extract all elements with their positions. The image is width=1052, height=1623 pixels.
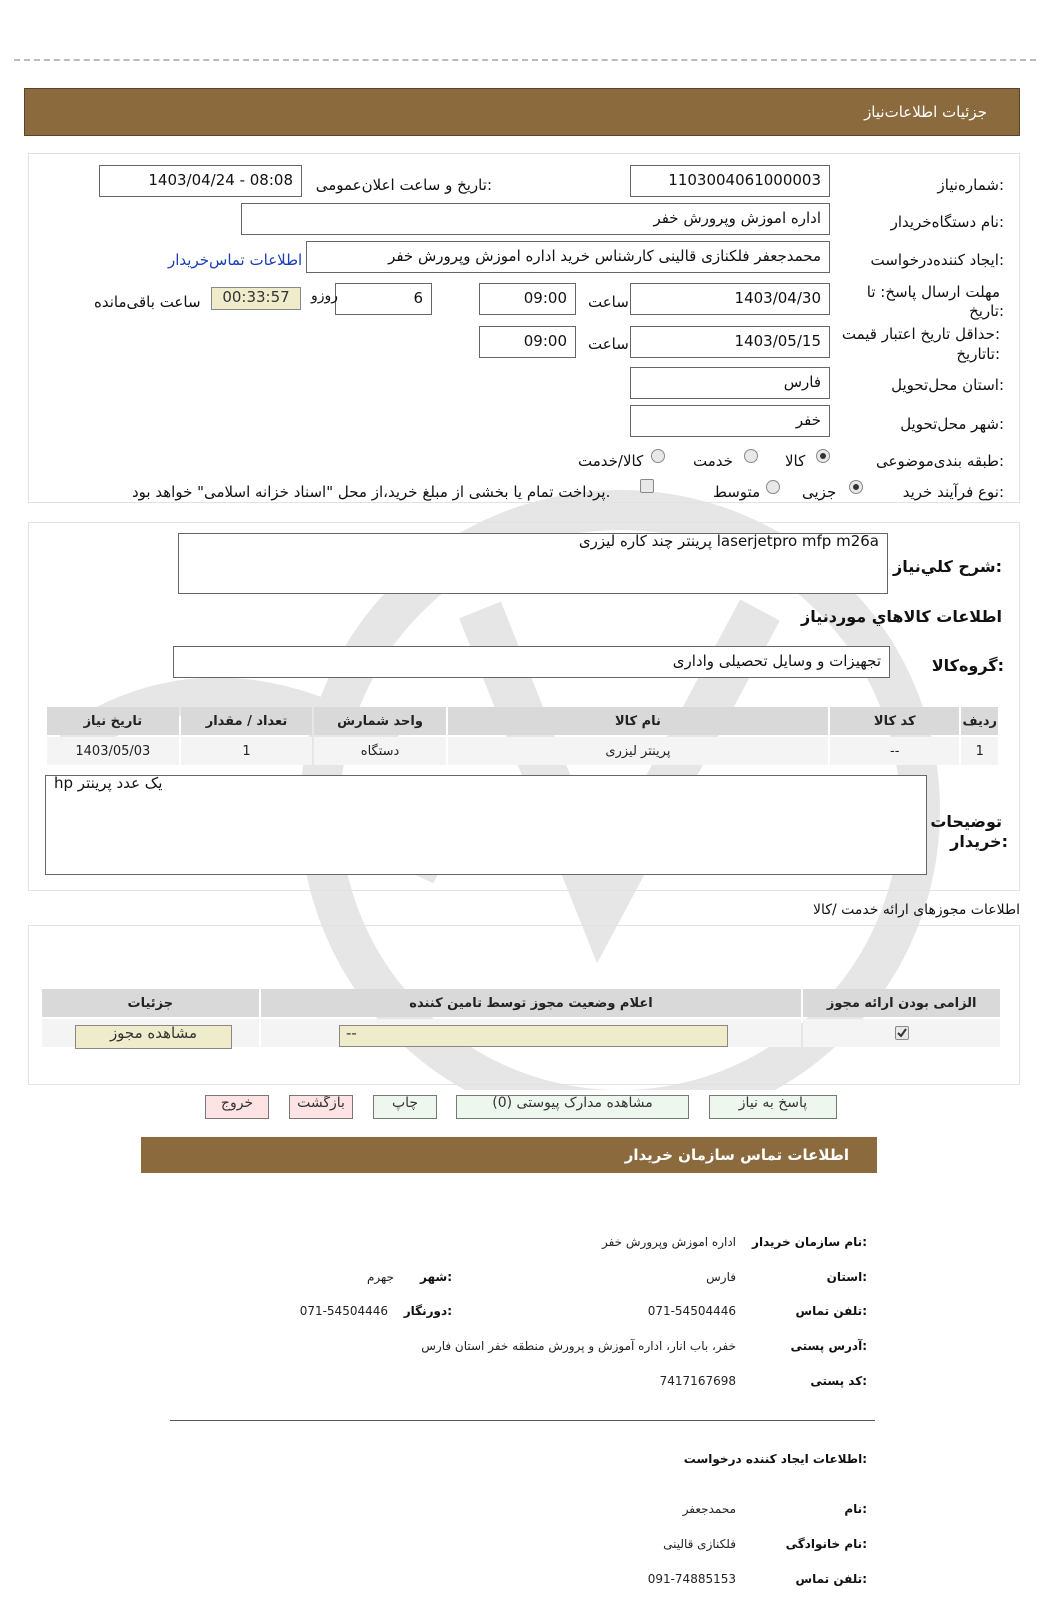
creator-label: ایجاد کننده‌درخواست: bbox=[870, 251, 1004, 269]
contact-section-header bbox=[141, 1137, 877, 1173]
exit-button[interactable]: خروج bbox=[205, 1095, 269, 1119]
validity-label: حداقل تاریخ اعتبار قیمت: bbox=[841, 325, 1000, 343]
goods-group-label: گروه‌کالا: bbox=[931, 656, 1004, 675]
page-title: جزئیات اطلاعات‌نیاز bbox=[864, 103, 987, 121]
province-field: فارس bbox=[630, 367, 830, 399]
buyer-org-field: اداره اموزش وپرورش خفر bbox=[241, 203, 830, 235]
process-radio-medium[interactable] bbox=[766, 480, 780, 494]
permit-required-checkbox bbox=[895, 1026, 909, 1040]
validity-time-field: 09:00 bbox=[479, 326, 576, 358]
attachments-button[interactable]: مشاهده مدارک پیوستی (0) bbox=[456, 1095, 689, 1119]
col-name: نام کالا bbox=[448, 707, 828, 735]
contact-org: اداره اموزش وپرورش خفر bbox=[601, 1235, 736, 1249]
announce-field: 1403/04/24 - 08:08 bbox=[99, 165, 302, 197]
creator-phone: 091-74885153 bbox=[647, 1572, 736, 1586]
contact-org-label: نام سازمان خریدار: bbox=[752, 1235, 867, 1249]
buyer-notes-label-2: خریدار: bbox=[950, 832, 1008, 851]
contact-postal: 7417167698 bbox=[659, 1374, 736, 1388]
cell-row: 1 bbox=[961, 737, 998, 765]
contact-city-label: شهر: bbox=[420, 1270, 452, 1284]
category-option-goods: کالا bbox=[785, 452, 806, 470]
view-permit-button[interactable]: مشاهده مجوز bbox=[75, 1025, 232, 1049]
creator-phone-label: تلفن تماس: bbox=[795, 1572, 867, 1586]
description-label: شرح کلي‌نیاز: bbox=[893, 557, 1002, 576]
description-field: پرینتر چند کاره لیزری laserjetpro mfp m26a bbox=[178, 533, 888, 594]
days-field: 6 bbox=[335, 283, 432, 315]
contact-city: جهرم bbox=[367, 1270, 394, 1284]
contact-fax-label: دورنگار: bbox=[403, 1304, 452, 1318]
category-label: طبقه بندی‌موضوعی: bbox=[876, 452, 1004, 470]
col-permit-required: الزامی بودن ارائه مجوز bbox=[803, 989, 1000, 1017]
city-label: شهر محل‌تحویل: bbox=[900, 415, 1004, 433]
cell-unit: دستگاه bbox=[314, 737, 446, 765]
col-code: کد کالا bbox=[830, 707, 959, 735]
days-label: روزو bbox=[311, 288, 339, 304]
contact-province: فارس bbox=[706, 1270, 736, 1284]
creator-name-label: نام: bbox=[844, 1502, 867, 1516]
col-date: تاریخ نیاز bbox=[47, 707, 179, 735]
creator-field: محمدجعفر فلکنازی قالینی کارشناس خرید اداره اموزش وپرورش خفر bbox=[306, 241, 830, 273]
deadline-label-2: تاریخ: bbox=[969, 302, 1004, 320]
table-row bbox=[47, 737, 998, 765]
category-radio-service[interactable] bbox=[744, 449, 758, 463]
need-number-label: شماره‌نیاز: bbox=[937, 176, 1004, 194]
buyer-notes-field: hp یک عدد پرینتر bbox=[45, 775, 927, 875]
validity-time-label: ساعت bbox=[588, 335, 629, 353]
deadline-time-field: 09:00 bbox=[479, 283, 576, 315]
back-button[interactable]: بازگشت bbox=[289, 1095, 353, 1119]
category-option-goods-service: کالا/خدمت bbox=[578, 452, 644, 470]
buyer-notes-label: توضیحات bbox=[930, 812, 1002, 831]
creator-family: فلکنازی قالینی bbox=[663, 1537, 736, 1551]
process-option-medium: متوسط bbox=[713, 483, 761, 501]
province-label: استان محل‌تحویل: bbox=[891, 376, 1004, 394]
contact-divider bbox=[170, 1420, 875, 1421]
check-icon bbox=[896, 1027, 908, 1039]
cell-code: -- bbox=[830, 737, 959, 765]
cell-date: 1403/05/03 bbox=[47, 737, 179, 765]
category-radio-goods-service[interactable] bbox=[651, 449, 665, 463]
page-header bbox=[24, 88, 1020, 136]
cell-qty: 1 bbox=[181, 737, 313, 765]
permit-status-field[interactable]: -- bbox=[339, 1025, 728, 1047]
deadline-date-field: 1403/04/30 bbox=[630, 283, 830, 315]
contact-address-label: آدرس پستی: bbox=[790, 1339, 867, 1353]
buyer-org-label: نام دستگاه‌خریدار: bbox=[890, 213, 1004, 231]
items-table-header bbox=[47, 707, 998, 735]
col-unit: واحد شمارش bbox=[314, 707, 446, 735]
need-number-field: 1103004061000003 bbox=[630, 165, 830, 197]
category-radio-goods[interactable] bbox=[816, 449, 830, 463]
validity-label-2: تاتاریخ: bbox=[956, 345, 1000, 363]
contact-address: خفر، باب انار، اداره آموزش و پرورش منطقه خفر استان فارس bbox=[421, 1339, 736, 1353]
contact-fax: 071-54504446 bbox=[299, 1304, 388, 1318]
deadline-label: مهلت ارسال پاسخ: تا bbox=[866, 283, 1000, 301]
city-field: خفر bbox=[630, 405, 830, 437]
contact-postal-label: کد پستی: bbox=[810, 1374, 867, 1388]
countdown-timer: 00:33:57 bbox=[211, 287, 301, 310]
permits-title: اطلاعات مجوزهای ارائه خدمت /کالا bbox=[813, 902, 1020, 918]
announce-label: تاریخ و ساعت اعلان‌عمومی: bbox=[315, 176, 492, 194]
permits-table-header bbox=[42, 989, 1000, 1017]
goods-group-field: تجهیزات و وسایل تحصیلی واداری bbox=[173, 646, 890, 678]
col-row: ردیف bbox=[961, 707, 998, 735]
creator-name: محمدجعفر bbox=[682, 1502, 736, 1516]
permit-required-cell bbox=[803, 1019, 1000, 1047]
items-table bbox=[45, 705, 1000, 767]
process-option-minor: جزیی bbox=[802, 483, 837, 501]
goods-info-title: اطلاعات کالاهاي موردنیاز bbox=[801, 607, 1002, 626]
creator-family-label: نام خانوادگی: bbox=[785, 1537, 867, 1551]
category-option-service: خدمت bbox=[693, 452, 733, 470]
cell-name: پرینتر لیزری bbox=[448, 737, 828, 765]
contact-info-link[interactable]: اطلاعات تماس‌خریدار bbox=[168, 251, 303, 269]
top-dashed-divider bbox=[14, 59, 1036, 61]
validity-date-field: 1403/05/15 bbox=[630, 326, 830, 358]
remaining-label: ساعت باقی‌مانده bbox=[94, 293, 201, 311]
contact-section-title: اطلاعات تماس سازمان خریدار bbox=[624, 1146, 849, 1164]
col-permit-status: اعلام وضعیت مجوز توسط تامین کننده bbox=[261, 989, 802, 1017]
reply-button[interactable]: پاسخ به نیاز bbox=[709, 1095, 837, 1119]
process-label: نوع فرآیند خرید: bbox=[902, 483, 1004, 501]
deadline-time-label: ساعت bbox=[588, 293, 629, 311]
contact-phone-label: تلفن تماس: bbox=[795, 1304, 867, 1318]
contact-province-label: استان: bbox=[826, 1270, 867, 1284]
col-qty: تعداد / مقدار bbox=[181, 707, 313, 735]
treasury-payment-note: پرداخت تمام یا بخشی از مبلغ خرید،از محل "اسناد خزانه اسلامی" خواهد بود. bbox=[132, 483, 611, 501]
creator-info-title: اطلاعات ایجاد کننده درخواست: bbox=[683, 1452, 867, 1466]
col-permit-details: جزئیات bbox=[42, 989, 259, 1017]
treasury-payment-checkbox[interactable] bbox=[640, 479, 654, 493]
print-button[interactable]: چاپ bbox=[373, 1095, 437, 1119]
process-radio-minor[interactable] bbox=[849, 480, 863, 494]
contact-phone: 071-54504446 bbox=[647, 1304, 736, 1318]
